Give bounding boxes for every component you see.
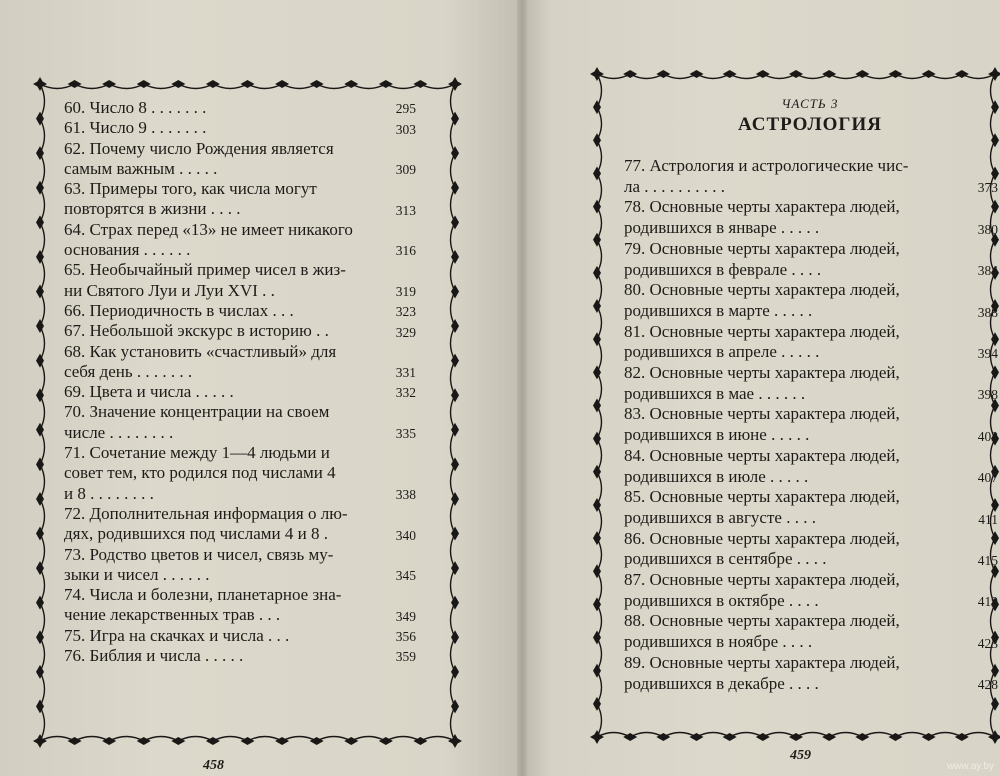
toc-entry-line: дях, родившихся под числами 4 и 8 . <box>64 524 328 544</box>
toc-entry-line: родившихся в декабре . . . . <box>624 673 819 693</box>
toc-page-number: 309 <box>395 162 416 178</box>
toc-entry-line: 62. Почему число Рождения является <box>64 138 334 158</box>
toc-page-number: 303 <box>395 121 416 137</box>
toc-entry <box>624 322 998 363</box>
toc-entry <box>64 301 416 321</box>
toc-entry-line: родившихся в августе . . . . <box>624 507 816 527</box>
toc-page-number: 407 <box>977 470 998 486</box>
toc-entry-line: 64. Страх перед «13» не имеет никакого <box>64 219 353 239</box>
toc-entry-line: 87. Основные черты характера людей, <box>624 570 900 590</box>
part-title: АСТРОЛОГИЯ <box>737 114 883 135</box>
toc-entry-line: 67. Небольшой экскурс в историю . . <box>64 321 329 341</box>
toc-entry <box>64 321 416 341</box>
toc-entry-line: 66. Периодичность в числах . . . <box>64 300 294 320</box>
left-page-number: 458 <box>203 758 224 773</box>
toc-page-number: 313 <box>395 202 416 218</box>
toc-entry <box>624 197 998 238</box>
toc-page-number: 419 <box>977 594 998 610</box>
toc-entry <box>64 98 416 118</box>
toc-entry-line: 82. Основные черты характера людей, <box>624 363 900 383</box>
toc-entry-line: 84. Основные черты характера людей, <box>624 445 900 465</box>
toc-entry <box>64 118 416 138</box>
toc-entry-line: родившихся в январе . . . . . <box>624 218 820 238</box>
toc-page-number: 323 <box>395 304 416 320</box>
toc-entry <box>64 402 416 443</box>
toc-entry <box>64 382 416 402</box>
toc-entry <box>64 504 416 545</box>
toc-page-number: 316 <box>395 243 416 259</box>
toc-entry <box>624 280 998 321</box>
toc-entry-line: и 8 . . . . . . . . <box>64 483 154 503</box>
toc-entry <box>624 446 998 487</box>
toc-entry-line: родившихся в мае . . . . . . <box>624 383 806 403</box>
toc-entry-line: ни Святого Луи и Луи XVI . . <box>64 280 275 300</box>
toc-entry-line: 65. Необычайный пример чисел в жиз- <box>64 260 346 280</box>
toc-entry <box>64 220 416 261</box>
toc-entry <box>624 487 998 528</box>
toc-page-number: 345 <box>395 568 416 584</box>
toc-page-number: 356 <box>395 629 416 645</box>
toc-page-number: 384 <box>977 263 998 279</box>
toc-entry-line: 80. Основные черты характера людей, <box>624 280 900 300</box>
toc-entry-line: 88. Основные черты характера людей, <box>624 611 900 631</box>
toc-entry <box>64 342 416 383</box>
toc-entry <box>624 653 998 694</box>
toc-entry-line: 78. Основные черты характера людей, <box>624 197 900 217</box>
toc-entry <box>64 646 416 666</box>
toc-entry <box>64 260 416 301</box>
toc-page-number: 331 <box>395 365 416 381</box>
toc-page-number: 398 <box>977 387 998 403</box>
toc-page-number: 373 <box>977 180 998 196</box>
toc-entry <box>64 585 416 626</box>
toc-entry <box>64 139 416 180</box>
toc-entry-line: 79. Основные черты характера людей, <box>624 238 900 258</box>
toc-page-number: 335 <box>395 426 416 442</box>
toc-entry-line: основания . . . . . . <box>64 240 191 260</box>
watermark-text: www.ay.by <box>946 761 994 772</box>
toc-entry-line: ла . . . . . . . . . . <box>624 176 726 196</box>
toc-entry-line: родившихся в апреле . . . . . <box>624 342 820 362</box>
toc-page-number: 329 <box>395 324 416 340</box>
toc-entry <box>64 443 416 504</box>
toc-entry-line: 68. Как установить «счастливый» для <box>64 341 337 361</box>
toc-page-number: 338 <box>395 486 416 502</box>
toc-entry-line: 81. Основные черты характера людей, <box>624 321 900 341</box>
toc-page-number: 388 <box>977 304 998 320</box>
toc-page-number: 402 <box>977 428 998 444</box>
toc-entry <box>624 611 998 652</box>
right-toc <box>624 156 998 694</box>
toc-entry-line: родившихся в июне . . . . . <box>624 425 810 445</box>
toc-page-number: 394 <box>977 346 998 362</box>
toc-page-number: 380 <box>977 221 998 237</box>
part-label: ЧАСТЬ 3 <box>781 96 839 111</box>
toc-entry <box>624 529 998 570</box>
toc-entry-line: 69. Цвета и числа . . . . . <box>64 382 234 402</box>
toc-entry-line: 60. Число 8 . . . . . . . <box>64 98 207 117</box>
toc-entry-line: себя день . . . . . . . <box>64 361 193 381</box>
toc-page-number: 319 <box>395 283 416 299</box>
toc-entry-line: 71. Сочетание между 1—4 людьми и <box>64 443 330 463</box>
toc-entry-line: 61. Число 9 . . . . . . . <box>64 118 207 138</box>
toc-entry-line: 70. Значение концентрации на своем <box>64 402 330 422</box>
toc-page-number: 428 <box>977 677 998 693</box>
toc-page-number: 332 <box>395 385 416 401</box>
toc-entry-line: 73. Родство цветов и чисел, связь му- <box>64 544 334 564</box>
toc-entry-line: 77. Астрология и астрологические чис- <box>624 156 909 175</box>
toc-page-number: 295 <box>395 101 416 117</box>
toc-entry-line: родившихся в феврале . . . . <box>624 259 822 279</box>
toc-entry-line: самым важным . . . . . <box>64 158 218 178</box>
toc-entry-line: 72. Дополнительная информация о лю- <box>64 503 348 523</box>
toc-entry <box>624 239 998 280</box>
toc-entry-line: родившихся в октябре . . . . <box>624 590 819 610</box>
toc-entry <box>624 570 998 611</box>
toc-entry <box>64 626 416 646</box>
toc-entry-line: родившихся в марте . . . . . <box>624 300 813 320</box>
toc-entry-line: повторятся в жизни . . . . <box>64 199 241 219</box>
toc-page-number: 349 <box>395 608 416 624</box>
toc-entry-line: 63. Примеры того, как числа могут <box>64 179 317 199</box>
toc-entry <box>624 156 998 197</box>
toc-entry-line: 83. Основные черты характера людей, <box>624 404 900 424</box>
toc-entry <box>624 363 998 404</box>
right-page-number: 459 <box>790 748 811 763</box>
left-toc <box>64 98 416 666</box>
toc-entry-line: совет тем, кто родился под числами 4 <box>64 463 336 483</box>
toc-entry-line: 85. Основные черты характера людей, <box>624 487 900 507</box>
toc-entry-line: чение лекарственных трав . . . <box>64 605 281 625</box>
toc-page-number: 359 <box>395 649 416 665</box>
toc-entry-line: 89. Основные черты характера людей, <box>624 652 900 672</box>
toc-page-number: 415 <box>977 553 998 569</box>
toc-entry <box>64 545 416 586</box>
toc-entry-line: 74. Числа и болезни, планетарное зна- <box>64 585 342 605</box>
toc-entry-line: 75. Игра на скачках и числа . . . <box>64 625 290 645</box>
toc-entry <box>624 404 998 445</box>
toc-entry-line: родившихся в ноябре . . . . <box>624 632 813 652</box>
toc-entry <box>64 179 416 220</box>
toc-entry-line: 76. Библия и числа . . . . . <box>64 646 244 666</box>
toc-entry-line: числе . . . . . . . . <box>64 422 174 442</box>
toc-entry-line: родившихся в июле . . . . . <box>624 466 809 486</box>
toc-page-number: 340 <box>395 527 416 543</box>
toc-entry-line: зыки и чисел . . . . . . <box>64 564 210 584</box>
toc-entry-line: 86. Основные черты характера людей, <box>624 528 900 548</box>
toc-page-number: 411 <box>978 511 998 527</box>
toc-page-number: 423 <box>977 635 998 651</box>
toc-entry-line: родившихся в сентябре . . . . <box>624 549 827 569</box>
